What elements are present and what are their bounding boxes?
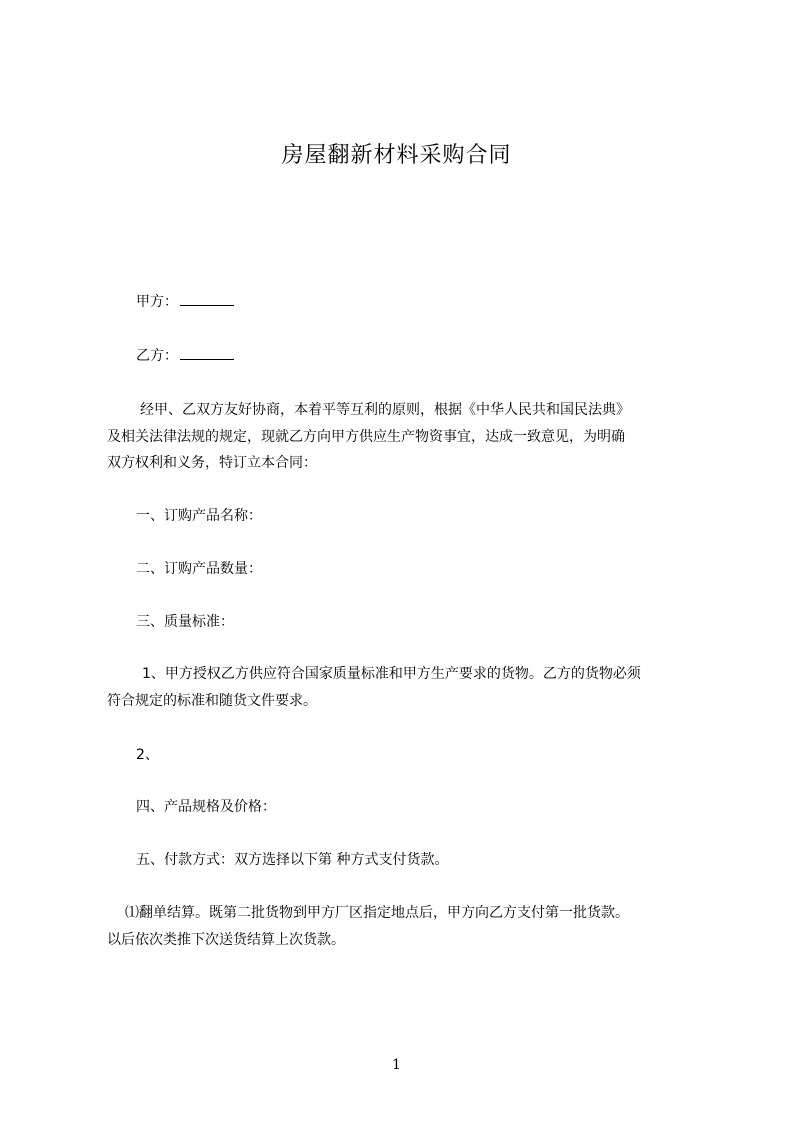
quality-item-2: 2、 bbox=[136, 747, 159, 763]
section-5-heading: 五、付款方式：双方选择以下第 种方式支付货款。 bbox=[136, 852, 449, 868]
party-a-line bbox=[136, 291, 234, 312]
intro-line-1: 经甲、乙双方友好协商，本着平等互利的原则，根据《中华人民共和国民法典》 bbox=[140, 402, 630, 418]
party-a-blank bbox=[180, 291, 234, 306]
intro-line-2: 及相关法律法规的规定，现就乙方向甲方供应生产物资事宜，达成一致意见，为明确 bbox=[107, 429, 625, 445]
page-number: 1 bbox=[392, 1057, 401, 1073]
section-4-heading: 四、产品规格及价格： bbox=[136, 799, 276, 815]
intro-line-3: 双方权利和义务，特订立本合同： bbox=[107, 455, 317, 471]
quality-item-1-line-2: 符合规定的标准和随货文件要求。 bbox=[107, 693, 317, 709]
party-b-blank bbox=[180, 345, 234, 360]
section-2-heading: 二、订购产品数量： bbox=[136, 561, 262, 577]
document-title: 房屋翻新材料采购合同 bbox=[281, 143, 512, 168]
section-1-heading: 一、订购产品名称： bbox=[136, 508, 262, 524]
party-a-label: 甲方： bbox=[136, 294, 178, 310]
section-3-heading: 三、质量标准： bbox=[136, 614, 234, 630]
quality-item-1-line-1: 1、甲方授权乙方供应符合国家质量标准和甲方生产要求的货物。乙方的货物必须 bbox=[142, 666, 641, 682]
party-b-line bbox=[136, 345, 234, 366]
party-b-label: 乙方： bbox=[136, 348, 178, 364]
payment-option-1-line-2: 以后依次类推下次送货结算上次货款。 bbox=[107, 932, 345, 948]
payment-option-1-line-1: ⑴翻单结算。既第二批货物到甲方厂区指定地点后，甲方向乙方支付第一批货款。 bbox=[125, 905, 629, 921]
